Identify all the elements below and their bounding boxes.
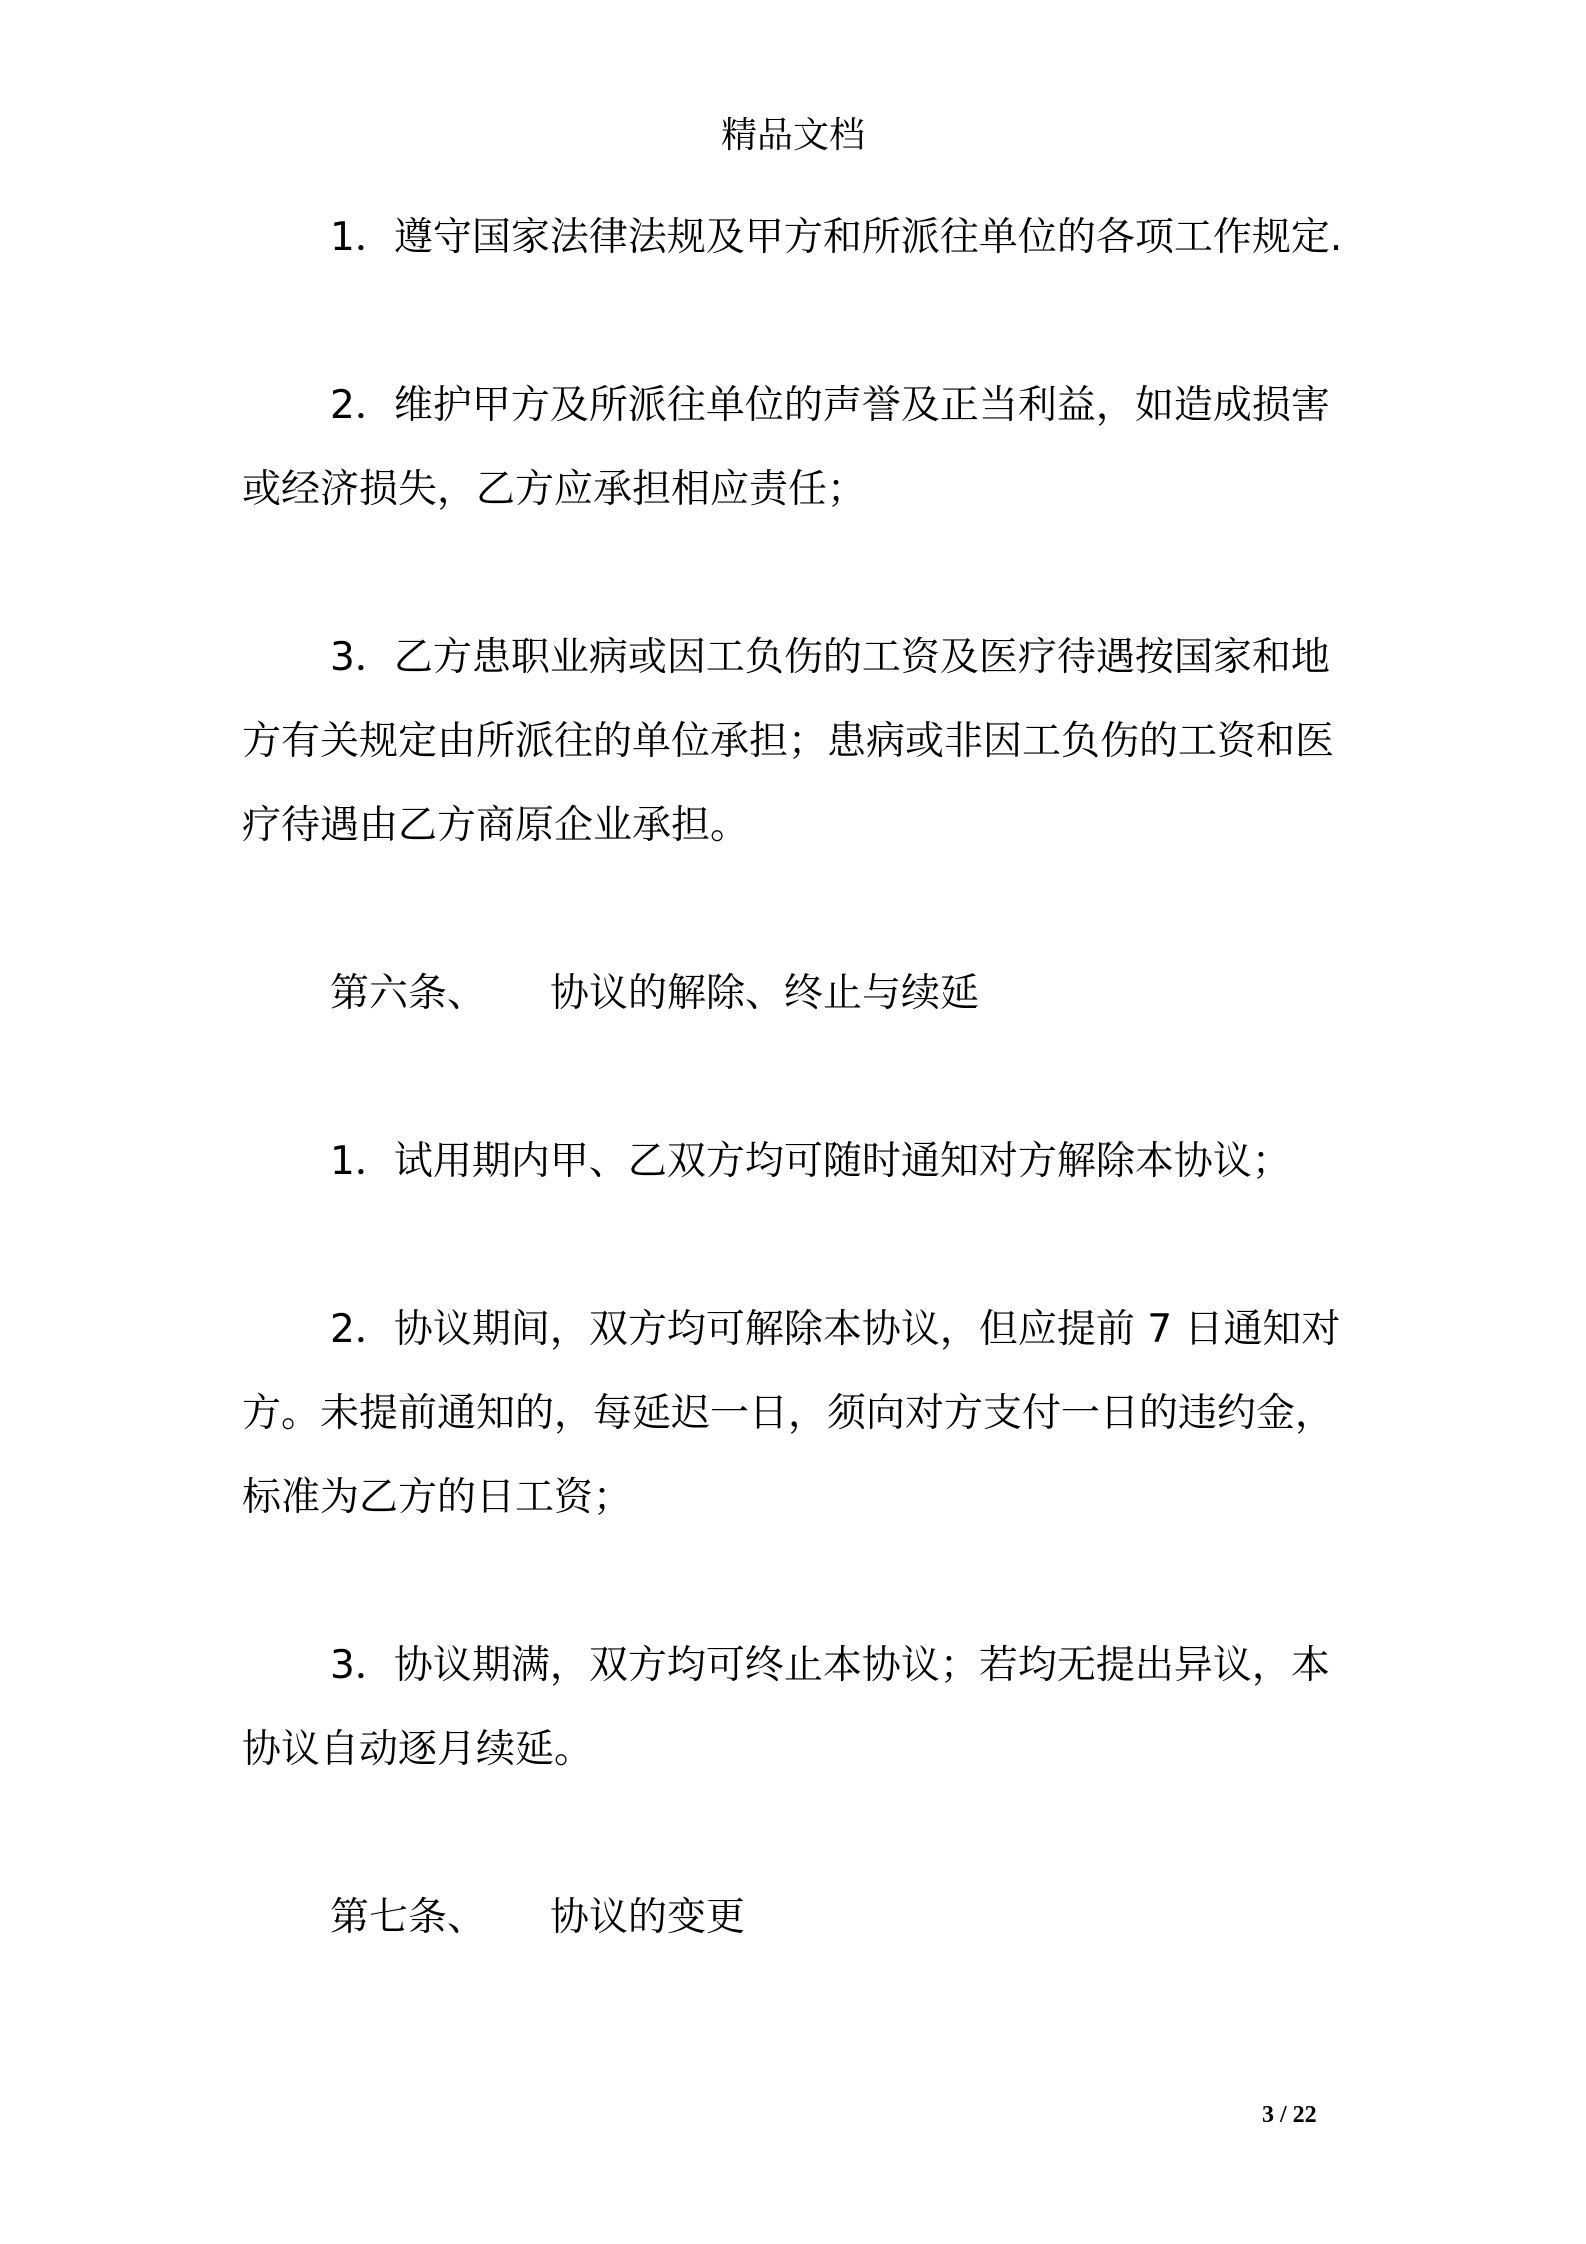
section-6-number: 第六条、 (330, 971, 487, 1016)
section-7-number: 第七条、 (330, 1895, 487, 1940)
document-body (242, 196, 1362, 2044)
section-7-title: 协议的变更 (550, 1895, 746, 1940)
page-header-title: 精品文档 (720, 115, 865, 156)
page-number: 3 / 22 (1262, 2102, 1317, 2128)
section-6-item-1: 1．试用期内甲、乙双方均可随时通知对方解除本协议； (330, 1139, 1291, 1184)
section-6-heading (242, 952, 1362, 1036)
clause-item-1: 1．遵守国家法律法规及甲方和所派往单位的各项工作规定. (330, 215, 1343, 260)
section-7-heading (242, 1876, 1362, 1960)
section-6-item-2: 2．协议期间，双方均可解除本协议，但应提前 7 日通知对方。未提前通知的，每延迟一日，须向对方支付一日的违约金，标准为乙方的日工资； (242, 1307, 1341, 1520)
clause-item-2: 2．维护甲方及所派往单位的声誉及正当利益，如造成损害或经济损失，乙方应承担相应责任； (242, 383, 1330, 512)
clause-item-3: 3．乙方患职业病或因工负伤的工资及医疗待遇按国家和地方有关规定由所派往的单位承担；患病或非因工负伤的工资和医疗待遇由乙方商原企业承担。 (242, 635, 1335, 848)
section-6-title: 协议的解除、终止与续延 (550, 971, 980, 1016)
section-6-item-3: 3．协议期满，双方均可终止本协议；若均无提出异议，本协议自动逐月续延。 (242, 1643, 1330, 1772)
